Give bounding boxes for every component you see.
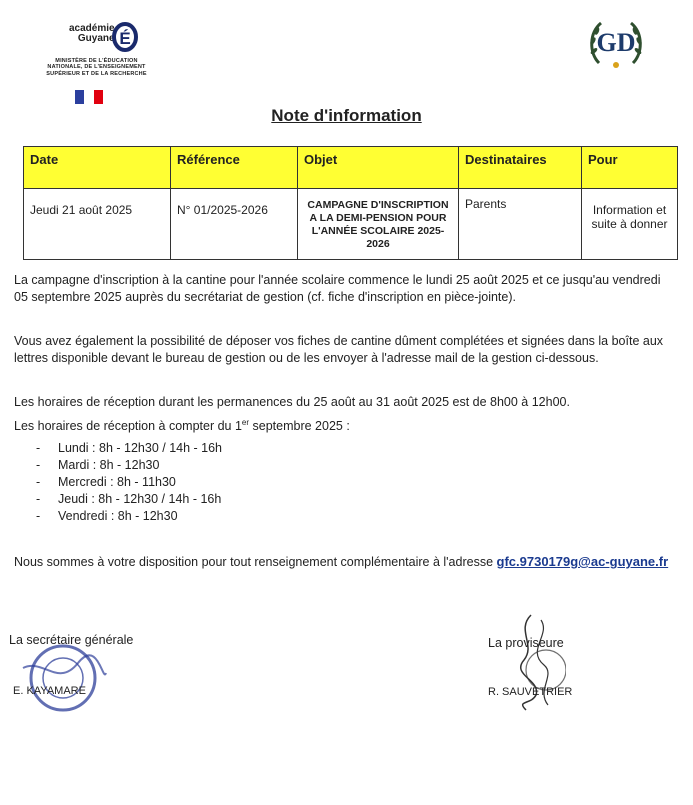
cell-destinataires: Parents (459, 189, 582, 260)
hours-monday: Lundi : 8h - 12h30 / 14h - 16h (58, 441, 223, 455)
header-destinataires: Destinataires (459, 147, 582, 189)
academy-line1: académie (69, 23, 115, 34)
list-item (36, 508, 222, 525)
signature-scribble-icon (496, 610, 566, 715)
list-item (36, 440, 222, 457)
signature-left-title: La secrétaire générale (9, 633, 134, 647)
paragraph-campaign: La campagne d'inscription à la cantine pour l'année scolaire commence le lundi 25 août 2025 et ce jusqu'au vendredi 05 septembre 2025 auprès du secrétariat de gestion (cf. fiche d'inscription en pièce-jointe). (14, 273, 661, 304)
paragraph-september-hours (14, 414, 674, 435)
sept-hours-text: Les horaires de réception à compter du 1 (14, 419, 242, 434)
paragraph-deposit: Vous avez également la possibilité de déposer vos fiches de cantine dûment complétées et signées dans la boîte aux lettres disponible devant le bureau de gestion ou de les envoyer à l'adresse mail de la gestion ci-dessous. (14, 334, 664, 365)
hours-list (36, 440, 222, 525)
list-dash: - (36, 509, 41, 523)
signature-left-name: E. KAYAMARE (13, 685, 86, 697)
table-row (24, 189, 678, 260)
stamp-icon (18, 638, 108, 718)
academy-line2: Guyane (77, 33, 115, 44)
academy-logo (44, 10, 164, 105)
contact-text: Nous sommes à votre disposition pour tout renseignement complémentaire à l'adresse (14, 555, 494, 569)
list-dash: - (36, 475, 41, 489)
signature-right-title: La proviseure (488, 636, 564, 650)
hours-thursday: Jeudi : 8h - 12h30 / 14h - 16h (58, 492, 222, 506)
page-title (0, 106, 693, 126)
list-item (36, 474, 222, 491)
sept-hours-text-end: septembre 2025 : (249, 419, 350, 434)
info-table (23, 146, 678, 260)
french-flag-icon (75, 90, 103, 104)
ministry-name: MINISTÈRE DE L'ÉDUCATION NATIONALE, DE L'ENSEIGNEMENT SUPÉRIEUR ET DE LA RECHERCHE (46, 58, 147, 77)
header-date: Date (24, 147, 171, 189)
paragraph-contact (14, 553, 693, 571)
svg-text:É: É (119, 29, 131, 48)
header-reference: Référence (171, 147, 298, 189)
school-emblem-icon (585, 15, 647, 70)
cell-objet: CAMPAGNE D'INSCRIPTION A LA DEMI-PENSION POUR L'ANNÉE SCOLAIRE 2025-2026 (298, 189, 459, 260)
academy-e-icon (112, 20, 138, 52)
sept-hours-sup: er (241, 418, 250, 427)
header-pour: Pour (582, 147, 678, 189)
hours-friday: Vendredi : 8h - 12h30 (58, 509, 178, 523)
list-dash: - (36, 441, 41, 455)
page-title-text: Note d'information (271, 106, 422, 125)
academy-name (69, 24, 115, 44)
cell-reference: N° 01/2025-2026 (171, 189, 298, 260)
table-header-row (24, 147, 678, 189)
list-dash: - (36, 458, 41, 472)
list-item (36, 457, 222, 474)
list-dash: - (36, 492, 41, 506)
cell-pour: Information et suite à donner (582, 189, 678, 260)
contact-email-link[interactable]: gfc.9730179g@ac-guyane.fr (496, 554, 669, 569)
header-objet: Objet (298, 147, 459, 189)
hours-tuesday: Mardi : 8h - 12h30 (58, 458, 160, 472)
svg-text:GD: GD (596, 28, 636, 57)
cell-date: Jeudi 21 août 2025 (24, 189, 171, 260)
signature-right-name: R. SAUVETRIER (488, 686, 573, 698)
paragraph-permanence-hours: Les horaires de réception durant les permanences du 25 août au 31 août 2025 est de 8h00 à 12h00. (14, 395, 570, 409)
list-item (36, 491, 222, 508)
hours-wednesday: Mercredi : 8h - 11h30 (58, 475, 176, 489)
